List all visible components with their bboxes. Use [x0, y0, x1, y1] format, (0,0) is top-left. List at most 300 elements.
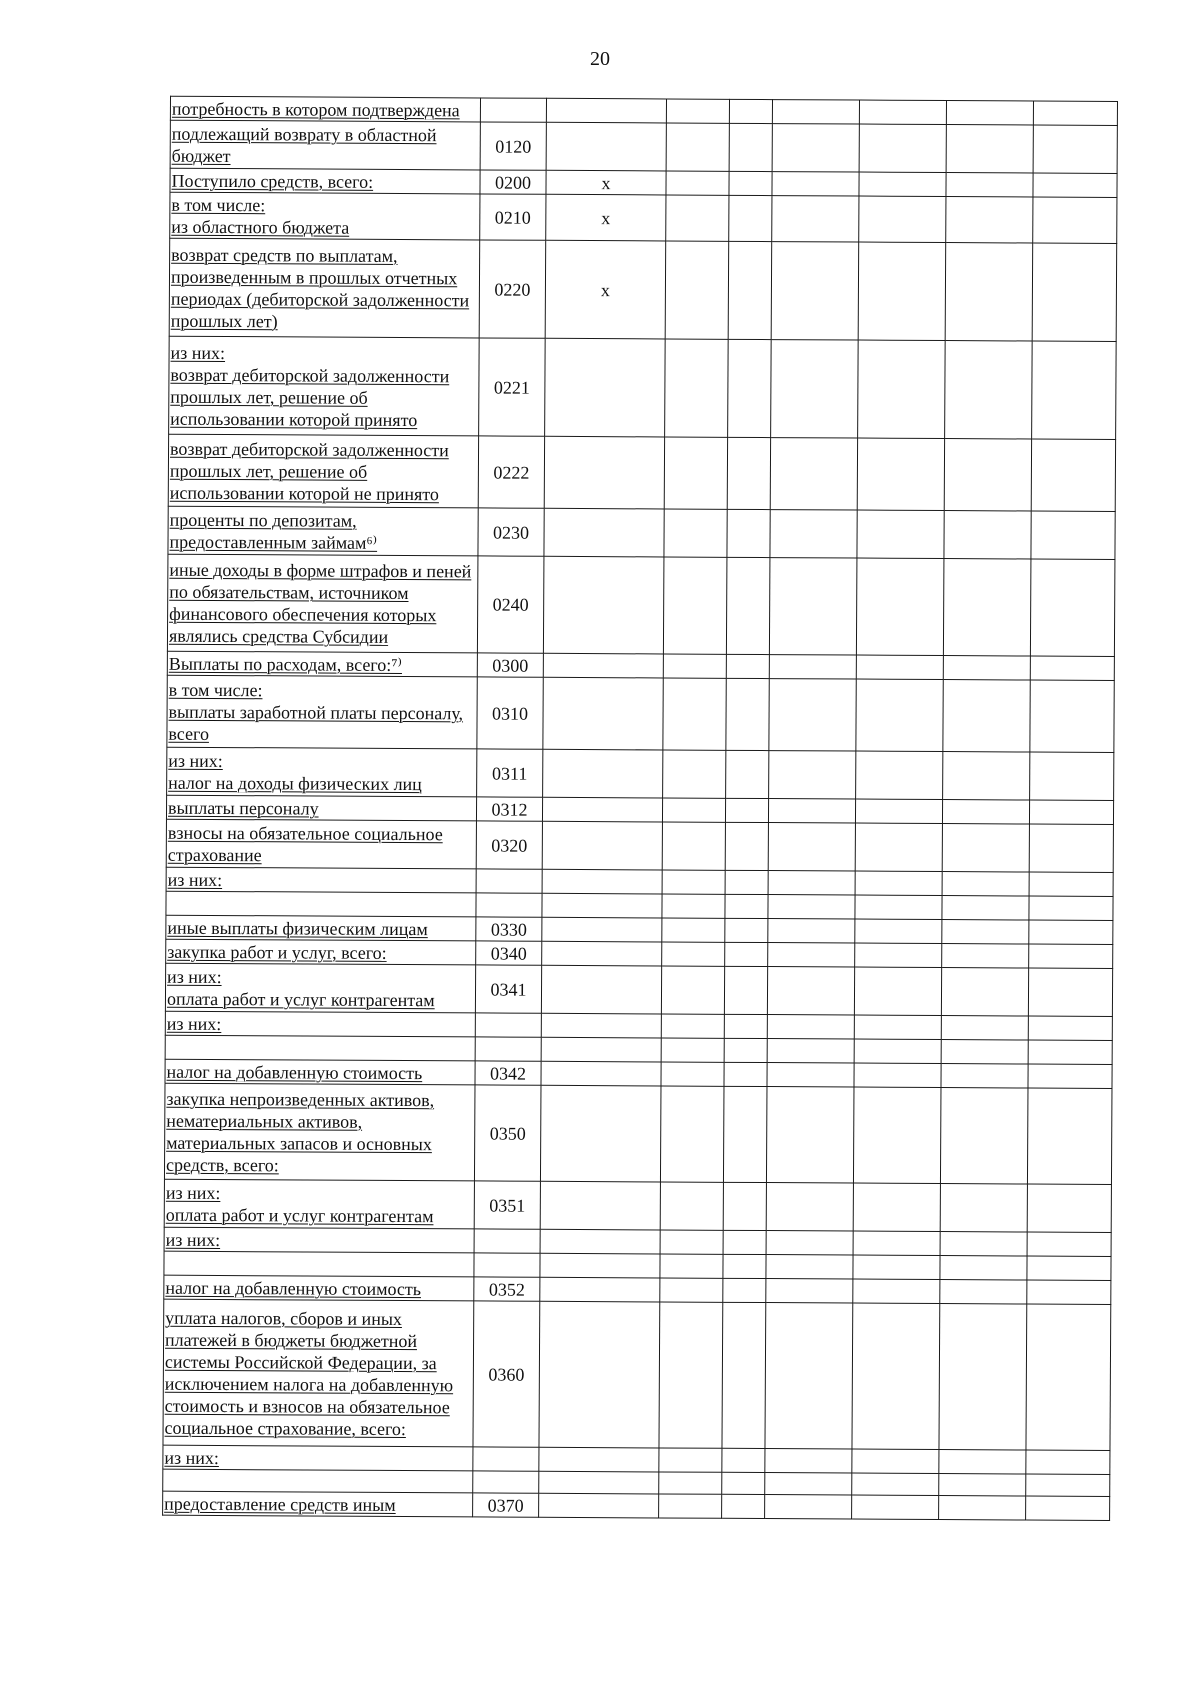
cell-col-8 — [942, 824, 1029, 872]
cell-col-7 — [854, 1063, 941, 1087]
cell-col-4 — [659, 1472, 722, 1494]
cell-col-8 — [943, 656, 1030, 680]
cell-col-5 — [726, 678, 769, 750]
cell-col-6 — [772, 196, 859, 242]
cell-col-5 — [728, 241, 772, 339]
row-code-text: 0352 — [488, 1279, 525, 1300]
row-code — [475, 1061, 541, 1085]
row-code — [473, 1471, 539, 1493]
row-label-text: потребность в котором подтверждена — [171, 98, 460, 120]
cell-col-6 — [772, 124, 859, 172]
row-label — [170, 120, 480, 170]
page-number: 20 — [590, 48, 610, 70]
row-code — [479, 240, 546, 338]
row-code-text: 0342 — [490, 1063, 527, 1084]
row-label-text: проценты по депозитам, предоставленным займам⁶⁾ — [169, 509, 378, 553]
row-label — [166, 819, 476, 869]
cell-col-4 — [664, 509, 727, 557]
row-code-text: 0320 — [491, 835, 528, 856]
row-code — [474, 1229, 540, 1253]
cell-col-5 — [729, 171, 772, 195]
row-label — [170, 192, 480, 240]
row-label — [165, 1011, 475, 1037]
cell-col-3-text: x — [600, 279, 610, 300]
cell-col-6 — [768, 823, 855, 871]
cell-col-5 — [723, 1086, 767, 1182]
cell-col-4 — [662, 894, 725, 918]
cell-col-7 — [858, 242, 946, 340]
row-label-text: из них: оплата работ и услуг контрагентам — [165, 1182, 434, 1226]
cell-col-6 — [771, 340, 859, 438]
row-code-text: 0300 — [492, 655, 529, 676]
row-label — [167, 675, 477, 749]
row-code-text: 0220 — [494, 279, 531, 300]
row-code — [473, 1447, 539, 1471]
cell-col-5 — [725, 798, 768, 822]
cell-col-6 — [766, 1279, 853, 1303]
row-label-text: в том числе: из областного бюджета — [171, 194, 350, 238]
cell-col-4 — [662, 942, 725, 966]
cell-col-9 — [1028, 1040, 1112, 1064]
cell-col-8 — [941, 1064, 1028, 1088]
row-code — [476, 941, 542, 965]
row-label-text: налог на добавленную стоимость — [166, 1061, 423, 1083]
row-label — [170, 96, 480, 122]
cell-col-9 — [1030, 559, 1115, 656]
cell-col-3 — [541, 1037, 661, 1062]
cell-col-9 — [1031, 439, 1115, 511]
row-code-text: 0350 — [489, 1123, 526, 1144]
cell-col-8 — [942, 944, 1029, 968]
cell-col-8 — [941, 1040, 1028, 1064]
table-row — [169, 336, 1117, 439]
row-label-text: возврат дебиторской задолженности прошлых лет, решение об использовании которой не принято — [169, 438, 449, 504]
cell-col-3 — [545, 240, 666, 339]
cell-col-8 — [940, 1232, 1027, 1256]
cell-col-8 — [946, 101, 1033, 125]
row-code — [475, 1013, 541, 1037]
cell-col-6 — [766, 1255, 853, 1279]
cell-col-5 — [727, 509, 770, 557]
cell-col-5 — [725, 942, 768, 966]
cell-col-3 — [539, 1493, 659, 1518]
cell-col-8 — [939, 1474, 1026, 1496]
cell-col-7 — [855, 895, 942, 919]
cell-col-8 — [942, 800, 1029, 824]
cell-col-5 — [724, 1062, 767, 1086]
row-label — [166, 915, 476, 941]
cell-col-7 — [855, 799, 942, 823]
cell-col-3 — [546, 98, 666, 123]
cell-col-5 — [724, 1038, 767, 1062]
cell-col-9 — [1028, 968, 1112, 1016]
row-label-text: из них: возврат дебиторской задолженности прошлых лет, решение об использовании которой принято — [170, 342, 450, 430]
cell-col-6 — [768, 799, 855, 823]
cell-col-8 — [941, 968, 1028, 1016]
row-code-text: 0312 — [491, 799, 528, 820]
cell-col-6 — [765, 1495, 852, 1519]
cell-col-3 — [542, 821, 662, 870]
cell-col-8 — [940, 1280, 1027, 1304]
cell-col-9 — [1027, 1280, 1111, 1304]
cell-col-5 — [722, 1302, 766, 1448]
cell-col-3 — [546, 122, 666, 171]
row-label-text: иные доходы в форме штрафов и пеней по обязательствам, источником финансового обеспечения которых являлись средства Субсидии — [168, 559, 472, 647]
cell-col-8 — [945, 243, 1033, 341]
cell-col-7 — [856, 655, 943, 679]
row-code — [477, 677, 543, 749]
cell-col-6 — [765, 1473, 852, 1495]
table-row — [163, 1299, 1111, 1450]
cell-col-6 — [765, 1303, 853, 1449]
row-label — [163, 1469, 473, 1493]
row-label-text: налог на добавленную стоимость — [165, 1277, 422, 1299]
row-label — [165, 1035, 475, 1061]
table-body — [163, 96, 1118, 1520]
row-code — [478, 436, 544, 508]
row-label — [166, 867, 476, 893]
cell-col-7 — [858, 340, 946, 438]
cell-col-6 — [769, 655, 856, 679]
cell-col-4 — [660, 1230, 723, 1254]
cell-col-4 — [661, 966, 724, 1014]
cell-col-5 — [725, 918, 768, 942]
cell-col-7 — [853, 1231, 940, 1255]
cell-col-7 — [853, 1183, 940, 1231]
cell-col-5 — [729, 99, 772, 123]
cell-col-5 — [723, 1278, 766, 1302]
cell-col-5 — [722, 1448, 765, 1472]
cell-col-8 — [939, 1496, 1026, 1520]
row-code — [476, 869, 542, 893]
cell-col-6 — [769, 558, 857, 655]
row-label-text: Поступило средств, всего: — [171, 170, 374, 192]
cell-col-7 — [854, 967, 941, 1015]
row-code — [475, 1037, 541, 1061]
cell-col-4 — [663, 557, 727, 654]
cell-col-5 — [724, 1014, 767, 1038]
cell-col-9 — [1033, 197, 1117, 243]
cell-col-4 — [659, 1494, 722, 1518]
cell-col-7 — [859, 100, 946, 124]
row-label — [168, 506, 478, 556]
cell-col-4 — [661, 1038, 724, 1062]
cell-col-9 — [1029, 872, 1113, 896]
cell-col-8 — [940, 1184, 1027, 1232]
cell-col-5 — [723, 1254, 766, 1278]
cell-col-4 — [660, 1182, 723, 1230]
table-row — [164, 1179, 1111, 1232]
cell-col-3 — [543, 677, 663, 750]
row-label — [163, 1445, 473, 1471]
row-label — [164, 1251, 474, 1277]
cell-col-4 — [666, 195, 729, 241]
cell-col-5 — [729, 195, 772, 241]
cell-col-5 — [726, 557, 770, 654]
row-code-text: 0210 — [494, 207, 531, 228]
cell-col-6 — [766, 1183, 853, 1231]
row-code-text: 0311 — [492, 763, 528, 784]
row-label-text: Выплаты по расходам, всего:⁷⁾ — [168, 653, 403, 675]
cell-col-6 — [769, 751, 856, 799]
cell-col-9 — [1027, 1088, 1112, 1184]
row-label — [167, 747, 477, 797]
cell-col-7 — [855, 871, 942, 895]
row-label-text: в том числе: выплаты заработной платы персоналу, всего — [168, 679, 464, 744]
row-code — [476, 821, 542, 869]
cell-col-7 — [857, 438, 944, 510]
cell-col-5 — [723, 1182, 766, 1230]
cell-col-5 — [725, 894, 768, 918]
cell-col-9 — [1033, 101, 1117, 125]
cell-col-7 — [859, 172, 946, 196]
table-row — [167, 747, 1114, 800]
cell-col-9 — [1027, 1232, 1111, 1256]
cell-col-3 — [541, 1061, 661, 1086]
row-code-text: 0230 — [493, 522, 530, 543]
cell-col-5 — [724, 966, 767, 1014]
row-code — [479, 338, 546, 436]
row-code — [477, 749, 543, 797]
table-row — [167, 554, 1115, 656]
table-row — [164, 1083, 1112, 1184]
cell-col-5 — [723, 1230, 766, 1254]
row-code — [473, 1493, 539, 1517]
cell-col-5 — [725, 822, 768, 870]
cell-col-3 — [542, 941, 662, 966]
cell-col-7 — [854, 1039, 941, 1063]
cell-col-5 — [726, 654, 769, 678]
cell-col-4 — [665, 241, 729, 339]
cell-col-9 — [1027, 1184, 1111, 1232]
cell-col-3 — [541, 965, 661, 1014]
row-code-text: 0330 — [490, 919, 527, 940]
row-label-text: закупка непроизведенных активов, нематериальных активов, материальных запасов и основных средств, всего: — [165, 1088, 435, 1175]
cell-col-4 — [662, 918, 725, 942]
row-code — [480, 170, 546, 194]
cell-col-4 — [661, 1014, 724, 1038]
cell-col-7 — [859, 196, 946, 242]
row-label — [169, 238, 480, 338]
cell-col-7 — [852, 1473, 939, 1495]
cell-col-6 — [772, 172, 859, 196]
row-label — [164, 1179, 474, 1229]
row-code — [480, 98, 546, 122]
row-code — [478, 508, 544, 556]
cell-col-3 — [541, 1013, 661, 1038]
row-code — [474, 1253, 540, 1277]
row-label — [164, 1275, 474, 1301]
row-label-text: из них: — [164, 1447, 219, 1468]
cell-col-4 — [666, 171, 729, 195]
cell-col-3 — [540, 1277, 660, 1302]
row-code-text: 0120 — [495, 136, 532, 157]
cell-col-6 — [771, 242, 859, 340]
cell-col-5 — [726, 750, 769, 798]
cell-col-9 — [1029, 896, 1113, 920]
row-code-text: 0360 — [488, 1364, 525, 1385]
row-label-text: из них: налог на доходы физических лиц — [168, 750, 422, 794]
row-label — [165, 1059, 475, 1085]
cell-col-7 — [857, 510, 944, 558]
cell-col-6 — [767, 967, 854, 1015]
cell-col-7 — [855, 823, 942, 871]
cell-col-7 — [854, 1015, 941, 1039]
row-label — [167, 554, 478, 653]
cell-col-8 — [939, 1450, 1026, 1474]
cell-col-4 — [660, 1086, 724, 1182]
row-code — [474, 1277, 540, 1301]
cell-col-8 — [941, 1016, 1028, 1040]
row-code-text: 0341 — [490, 979, 527, 1000]
cell-col-8 — [946, 125, 1033, 173]
row-code — [473, 1301, 540, 1447]
cell-col-9 — [1026, 1496, 1110, 1520]
cell-col-9 — [1030, 752, 1114, 800]
table-row — [168, 506, 1115, 559]
cell-col-7 — [852, 1495, 939, 1519]
cell-col-3 — [542, 917, 662, 942]
cell-col-9 — [1032, 341, 1117, 439]
table-row — [167, 675, 1114, 752]
row-label — [165, 963, 475, 1013]
row-code-text: 0370 — [487, 1495, 524, 1516]
cell-col-3-text: x — [601, 172, 611, 193]
cell-col-3 — [539, 1471, 659, 1494]
row-label-text: иные выплаты физическим лицам — [167, 917, 428, 939]
cell-col-3 — [540, 1253, 660, 1278]
cell-col-8 — [942, 872, 1029, 896]
cell-col-9 — [1029, 824, 1113, 872]
cell-col-3 — [544, 508, 664, 557]
cell-col-9 — [1029, 800, 1113, 824]
cell-col-4 — [662, 798, 725, 822]
cell-col-4 — [665, 339, 729, 437]
cell-col-4 — [660, 1278, 723, 1302]
cell-col-9 — [1031, 511, 1115, 559]
cell-col-3 — [546, 194, 666, 241]
cell-col-9 — [1033, 125, 1117, 173]
row-label — [163, 1491, 473, 1517]
table-row — [163, 1491, 1110, 1520]
row-code-text: 0310 — [492, 703, 529, 724]
row-label-text: предоставление средств иным — [164, 1493, 396, 1515]
row-label-text: из них: — [166, 1013, 222, 1034]
table-row — [170, 192, 1117, 243]
cell-col-3 — [543, 556, 664, 654]
cell-col-7 — [853, 1255, 940, 1279]
cell-col-4 — [659, 1448, 722, 1472]
cell-col-8 — [943, 559, 1031, 656]
cell-col-8 — [942, 920, 1029, 944]
row-code — [477, 556, 544, 653]
cell-col-6 — [765, 1449, 852, 1473]
row-code — [474, 1085, 541, 1181]
cell-col-7 — [856, 679, 943, 751]
cell-col-9 — [1030, 680, 1114, 752]
row-label — [169, 336, 480, 436]
cell-col-8 — [940, 1256, 1027, 1280]
cell-col-8 — [946, 197, 1033, 243]
report-table — [162, 96, 1118, 1521]
cell-col-6 — [770, 438, 857, 510]
table-row — [166, 819, 1113, 872]
row-code-text: 0351 — [489, 1195, 526, 1216]
cell-col-6 — [768, 943, 855, 967]
cell-col-7 — [856, 751, 943, 799]
cell-col-9 — [1026, 1450, 1110, 1474]
row-code-text: 0200 — [494, 172, 532, 193]
table-row — [168, 434, 1115, 511]
cell-col-3 — [543, 749, 663, 798]
cell-col-5 — [722, 1472, 765, 1494]
cell-col-6 — [768, 871, 855, 895]
cell-col-4 — [663, 654, 726, 678]
cell-col-3 — [540, 1181, 660, 1230]
row-code-text: 0221 — [493, 377, 530, 398]
cell-col-7 — [855, 919, 942, 943]
cell-col-6 — [766, 1231, 853, 1255]
cell-col-9 — [1027, 1256, 1111, 1280]
cell-col-3 — [543, 653, 663, 678]
row-code — [474, 1181, 540, 1229]
cell-col-3-text: x — [601, 207, 611, 228]
cell-col-9 — [1029, 920, 1113, 944]
cell-col-9 — [1028, 1016, 1112, 1040]
cell-col-6 — [768, 919, 855, 943]
cell-col-8 — [940, 1088, 1028, 1184]
cell-col-9 — [1033, 173, 1117, 197]
table-row — [170, 120, 1117, 173]
cell-col-5 — [722, 1494, 765, 1518]
row-code-text: 0222 — [493, 462, 530, 483]
cell-col-9 — [1029, 944, 1113, 968]
cell-col-3 — [539, 1301, 660, 1448]
row-label — [163, 1299, 474, 1447]
cell-col-9 — [1026, 1474, 1110, 1496]
row-code — [476, 917, 542, 941]
row-label-text: уплата налогов, сборов и иных платежей в бюджеты бюджетной системы Российской Федерации, за исключением налога на добавленную стоимость и взносов на обязательное социальное страхование, всего: — [164, 1307, 454, 1439]
row-label-text: из них: — [167, 869, 223, 890]
row-code — [476, 797, 542, 821]
cell-col-7 — [856, 558, 944, 655]
row-label — [166, 795, 476, 821]
cell-col-3 — [542, 797, 662, 822]
row-code — [476, 893, 542, 917]
row-label-text: из них: — [165, 1229, 221, 1250]
cell-col-7 — [855, 943, 942, 967]
cell-col-8 — [944, 439, 1031, 511]
row-label — [168, 434, 478, 508]
row-label — [166, 939, 476, 965]
cell-col-8 — [943, 680, 1030, 752]
cell-col-8 — [939, 1304, 1027, 1450]
cell-col-8 — [942, 896, 1029, 920]
cell-col-3 — [544, 436, 664, 509]
cell-col-4 — [663, 750, 726, 798]
cell-col-9 — [1028, 1064, 1112, 1088]
row-code — [475, 965, 541, 1013]
cell-col-4 — [661, 1062, 724, 1086]
row-label — [167, 651, 477, 677]
row-label-text: из них: оплата работ и услуг контрагентам — [166, 966, 435, 1010]
cell-col-4 — [664, 437, 727, 509]
cell-col-6 — [772, 100, 859, 124]
cell-col-9 — [1026, 1304, 1111, 1450]
row-code — [480, 122, 546, 170]
row-code — [477, 653, 543, 677]
cell-col-6 — [770, 510, 857, 558]
